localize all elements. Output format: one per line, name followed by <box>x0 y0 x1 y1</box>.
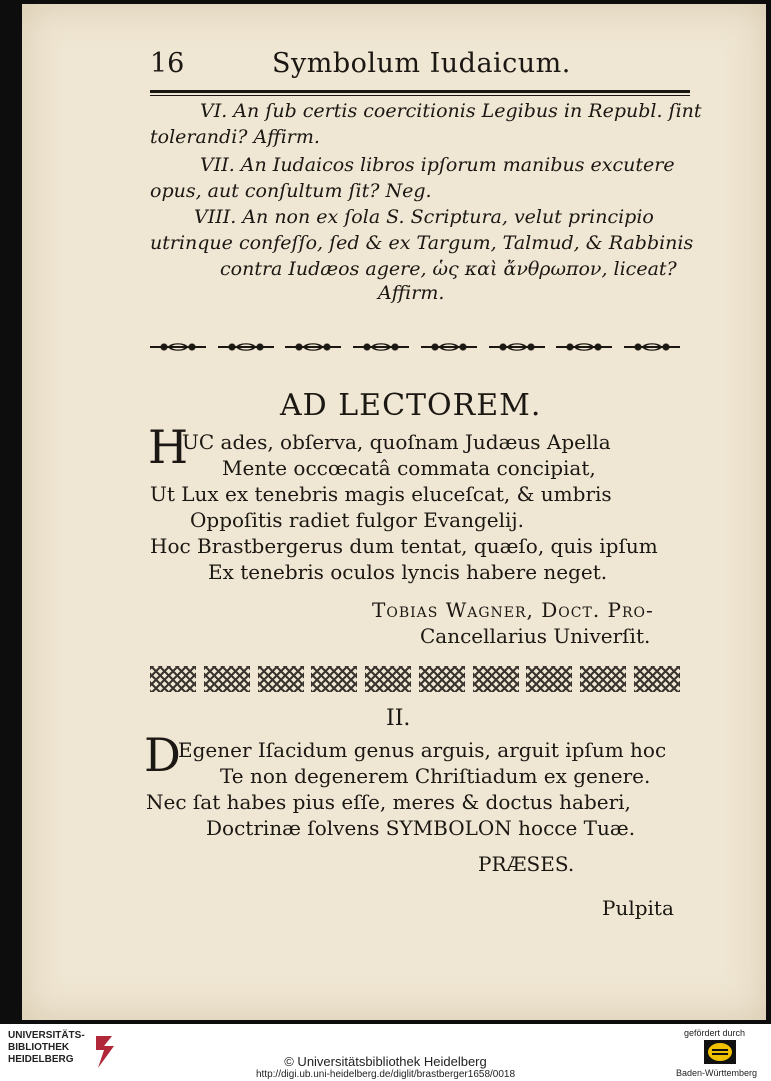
section-number: II. <box>386 706 411 731</box>
copyright-text: © Universitätsbibliothek Heidelberg <box>284 1054 487 1069</box>
page-url[interactable]: http://digi.ub.uni-heidelberg.de/diglit/brastberger1658/0018 <box>255 1069 516 1080</box>
poem1-line5: Hoc Brastbergerus dum tentat, quæſo, quis ipſum <box>150 534 658 558</box>
question-8-line3: contra Iudæos agere, ὡς καὶ ἄνθρωπον, liceat? <box>220 258 677 280</box>
running-title: Symbolum Iudaicum. <box>272 48 571 79</box>
ornament <box>419 666 465 692</box>
poem1-line3: Ut Lux ex tenebris magis eluceſcat, & umbris <box>150 482 612 506</box>
ornament <box>218 336 274 358</box>
signature-wagner-1: Tobias Wagner, Doct. Pro- <box>372 598 654 622</box>
ornament <box>526 666 572 692</box>
library-name-3: HEIDELBERG <box>8 1054 74 1065</box>
ornament <box>556 336 612 358</box>
dropcap-h: H <box>148 420 189 474</box>
sponsor-label: gefördert durch <box>684 1028 746 1038</box>
poem2-line3: Nec ſat habes pius eſſe, meres & doctus haberi, <box>146 790 631 814</box>
poem1-line4: Oppoſitis radiet fulgor Evangelij. <box>190 508 524 532</box>
ornament <box>421 336 477 358</box>
question-8-line2: utrinque confeſſo, ſed & ex Targum, Talmud, & Rabbinis <box>150 232 694 254</box>
question-6-line1: VI. An ſub certis coercitionis Legibus in Republ. ſint <box>200 100 702 122</box>
poem2-line2: Te non degenerem Chriſtiadum ex genere. <box>220 764 651 788</box>
library-name-1: UNIVERSITÄTS- <box>8 1030 85 1041</box>
catchword: Pulpita <box>602 896 674 920</box>
poem1-line6: Ex tenebris oculos lyncis habere neget. <box>208 560 608 584</box>
poem2-line4: Doctrinæ ſolvens SYMBOLON hocce Tuæ. <box>206 816 636 840</box>
ornament <box>624 336 680 358</box>
question-7-line1: VII. An Iudaicos libros ipſorum manibus excutere <box>200 154 675 176</box>
praeses-signature: PRÆSES. <box>478 852 575 876</box>
ornament <box>365 666 411 692</box>
sponsor-name: Baden-Württemberg <box>676 1068 758 1078</box>
page-number: 16 <box>150 48 185 79</box>
ad-lectorem-heading: AD LECTOREM. <box>280 388 542 423</box>
ornament-band-2 <box>150 664 680 694</box>
footer-bar <box>0 1024 771 1081</box>
dropcap-d: D <box>144 728 181 782</box>
ornament <box>489 336 545 358</box>
question-8-line4: Affirm. <box>378 282 445 304</box>
poem2-line1: Egener Iſacidum genus arguis, arguit ipſum hoc <box>178 738 667 762</box>
ornament <box>258 666 304 692</box>
poem1-line2: Mente occœcatâ commata concipiat, <box>222 456 596 480</box>
signature-wagner-2: Cancellarius Univerſit. <box>420 624 651 648</box>
baden-wuerttemberg-emblem-icon <box>704 1040 736 1064</box>
question-7-line2: opus, aut conſultum ſit? Neg. <box>150 180 432 202</box>
ornament <box>353 336 409 358</box>
ornament <box>311 666 357 692</box>
ornament <box>473 666 519 692</box>
library-name-2: BIBLIOTHEK <box>8 1042 70 1053</box>
header-rule-thin <box>150 95 690 96</box>
ornament <box>580 666 626 692</box>
book-page <box>22 4 766 1020</box>
ornament-band-1 <box>150 332 680 362</box>
question-6-line2: tolerandi? Affirm. <box>150 126 320 148</box>
running-header <box>22 48 766 92</box>
ornament <box>204 666 250 692</box>
header-rule <box>150 90 690 93</box>
ornament <box>285 336 341 358</box>
ornament <box>150 336 206 358</box>
poem1-line1: UC ades, obſerva, quoſnam Judæus Apella <box>182 430 611 454</box>
ornament <box>150 666 196 692</box>
ornament <box>634 666 680 692</box>
question-8-line1: VIII. An non ex ſola S. Scriptura, velut principio <box>194 206 654 228</box>
